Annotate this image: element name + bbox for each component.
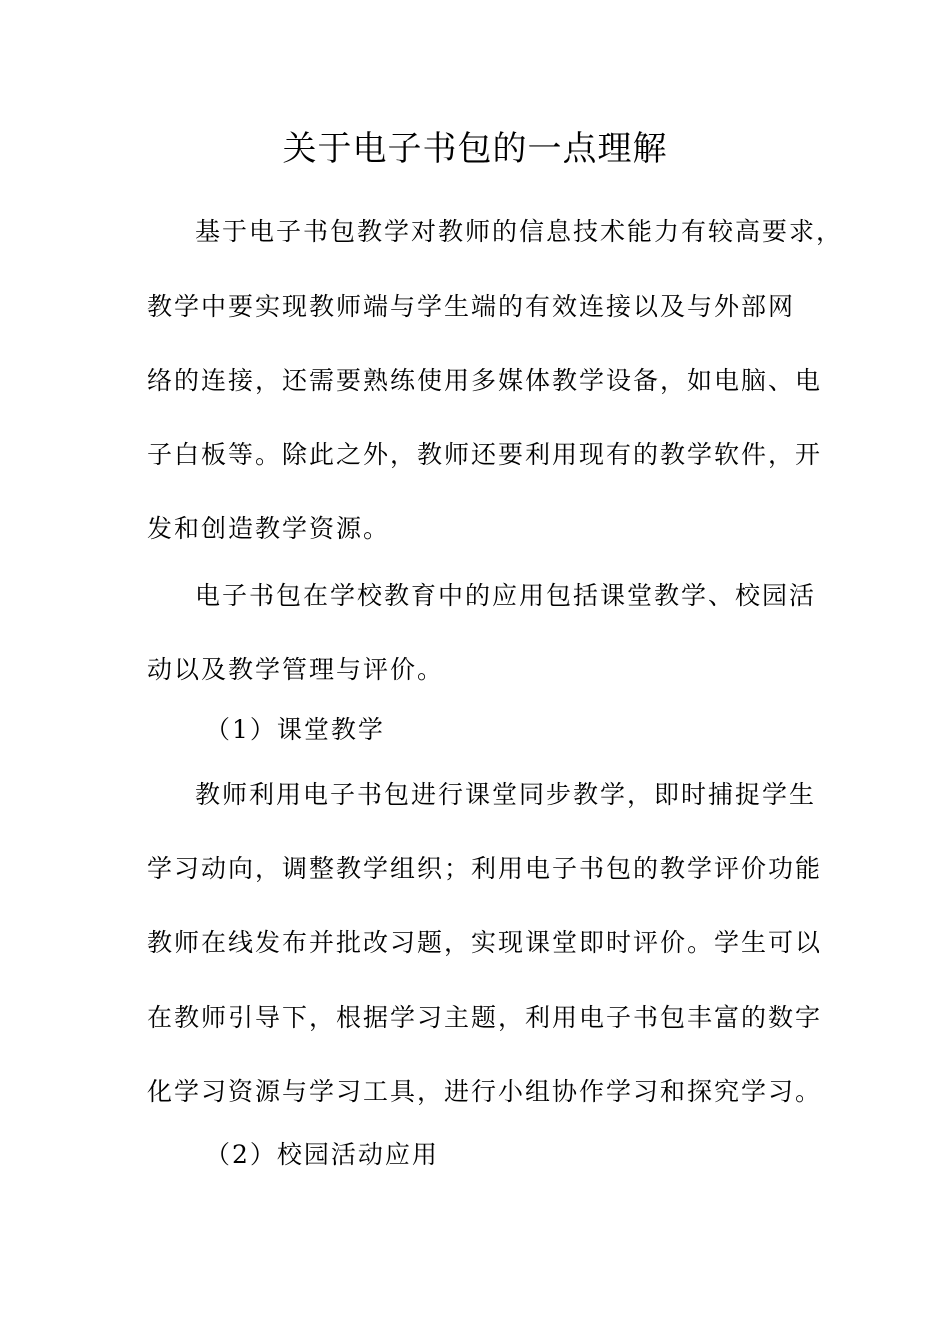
paragraph-3-line-4: 在教师引导下，根据学习主题，利用电子书包丰富的数字 [147,1003,823,1032]
paragraph-1-line-4: 子白板等。除此之外，教师还要利用现有的教学软件，开 [147,440,823,469]
section-heading-2: （2）校园活动应用 [205,1140,439,1169]
paragraph-1-line-5: 发和创造教学资源。 [147,514,391,543]
paragraph-1-line-2: 教学中要实现教师端与学生端的有效连接以及与外部网 [147,292,796,321]
paragraph-2-line-2: 动以及教学管理与评价。 [147,655,445,684]
paragraph-3-line-5: 化学习资源与学习工具，进行小组协作学习和探究学习。 [147,1077,823,1106]
paragraph-3-line-3: 教师在线发布并批改习题，实现课堂即时评价。学生可以 [147,928,823,957]
section-heading-1: （1）课堂教学 [205,715,385,744]
paragraph-3-line-2: 学习动向，调整教学组织；利用电子书包的教学评价功能 [147,854,823,883]
paragraph-3-line-1: 教师利用电子书包进行课堂同步教学，即时捕捉学生 [195,780,817,809]
paragraph-2-line-1: 电子书包在学校教育中的应用包括课堂教学、校园活 [195,581,817,610]
paragraph-1-line-1: 基于电子书包教学对教师的信息技术能力有较高要求， [195,217,844,246]
paragraph-1-line-3: 络的连接，还需要熟练使用多媒体教学设备，如电脑、电 [147,366,823,395]
document-title: 关于电子书包的一点理解 [282,129,668,169]
